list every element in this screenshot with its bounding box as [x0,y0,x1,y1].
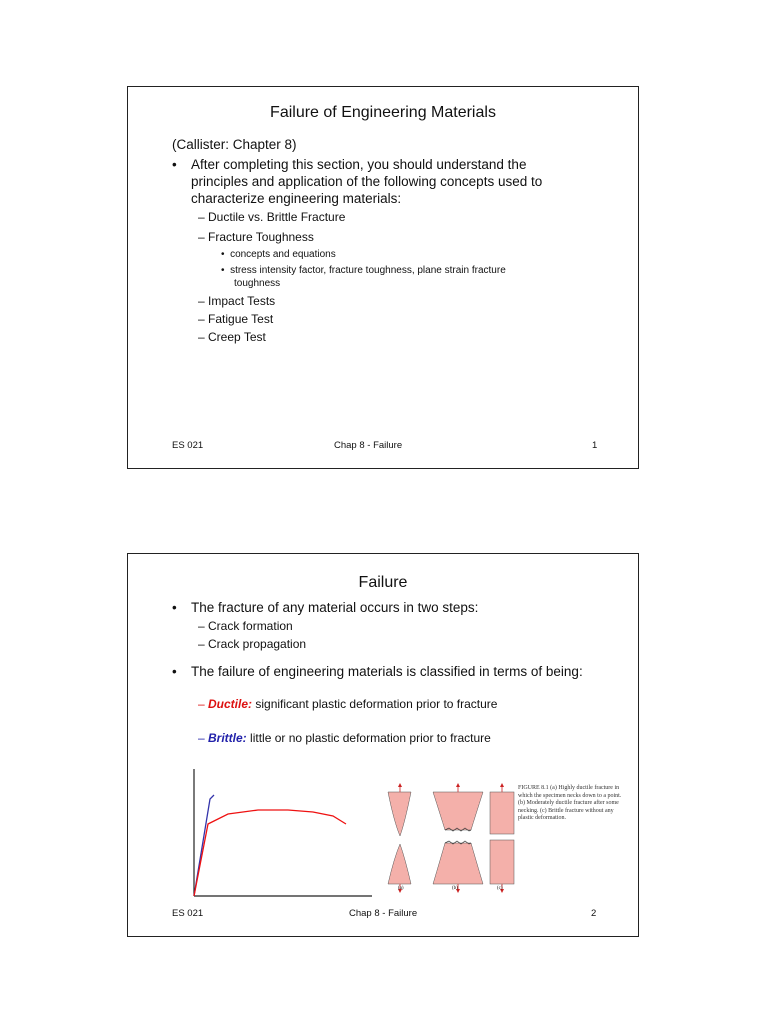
bullet-text: The failure of engineering materials is classified in terms of being: [191,664,583,679]
specimen-c [490,783,514,893]
specimen-a [388,783,411,893]
specimen-label-c: (c) [497,886,503,891]
list-item: – Ductile vs. Brittle Fracture [198,210,346,224]
slide-2 [127,553,639,937]
list-item: – Fracture Toughness [198,230,314,244]
bullet-main-text: After completing this section, you should understand the principles and application of the following concepts used to characterize engineering materials: [191,157,543,206]
footer-course: ES 021 [172,440,204,451]
sub-list-item: • concepts and equations [221,249,336,260]
fracture-specimens-figure [383,782,518,898]
bullet-text: The fracture of any material occurs in two steps: [191,600,479,615]
footer-page-number: 2 [591,908,597,919]
ductile-definition: – Ductile: significant plastic deformation prior to fracture [198,697,498,711]
list-item: – Creep Test [198,330,266,344]
slide-1 [127,86,639,469]
ductile-curve [194,810,346,896]
slide-title: Failure [358,574,408,591]
bullet-dot: • [172,600,177,615]
specimen-label-b: (b) [452,886,458,891]
stress-strain-sketch [188,766,378,901]
sub-list-item-continuation: toughness [234,278,281,289]
footer-course: ES 021 [172,908,204,919]
sub-list-item: • stress intensity factor, fracture toughness, plane strain fracture [221,265,506,276]
footer-chapter: Chap 8 - Failure [349,908,418,919]
figure-caption: FIGURE 8.1 (a) Highly ductile fracture in which the specimen necks down to a point. (b) Moderately ductile fracture after some necking. (c) Brittle fracture without any plastic deformation. [518,785,622,821]
bullet-dot: • [172,664,177,679]
brittle-definition: – Brittle: little or no plastic deformation prior to fracture [198,731,491,745]
footer-page-number: 1 [592,440,598,451]
chapter-reference: (Callister: Chapter 8) [172,137,297,152]
footer-chapter: Chap 8 - Failure [334,440,403,451]
list-item: – Fatigue Test [198,312,274,326]
bullet-dot: • [172,157,177,172]
specimen-b [433,783,483,893]
list-item: – Crack propagation [198,637,307,651]
slide-title: Failure of Engineering Materials [270,104,496,121]
specimen-label-a: (a) [398,886,404,891]
list-item: – Crack formation [198,619,293,633]
list-item: – Impact Tests [198,294,276,308]
